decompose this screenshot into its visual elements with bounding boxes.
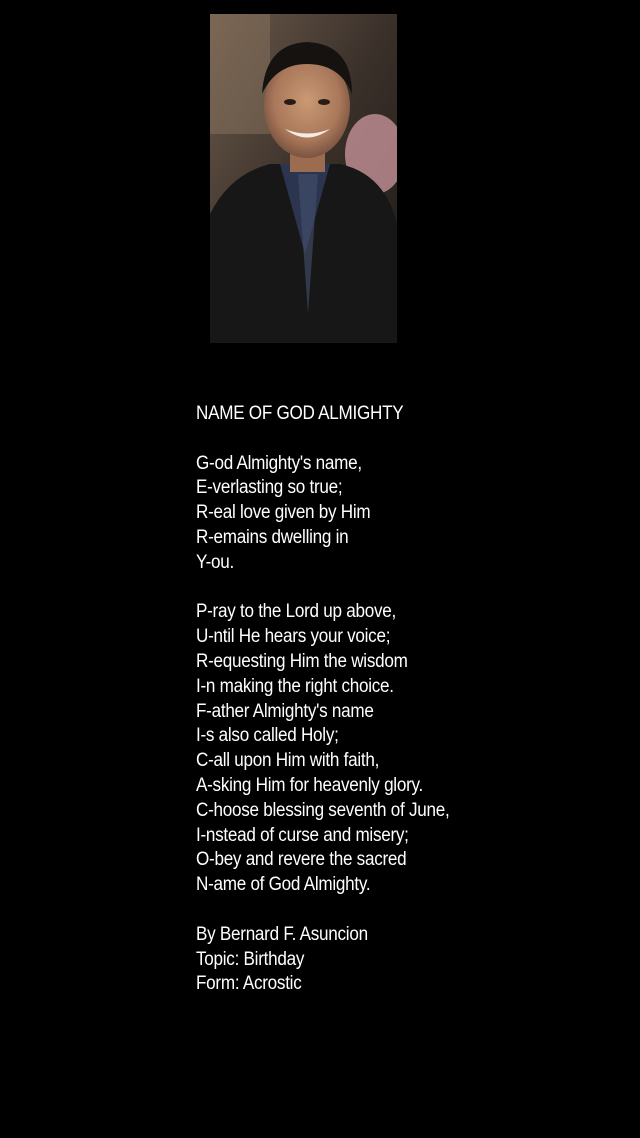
poem-line: R-equesting Him the wisdom [196, 650, 408, 672]
poem-line: C-hoose blessing seventh of June, [196, 799, 450, 821]
poem-line: G-od Almighty's name, [196, 452, 362, 474]
poem-topic: Topic: Birthday [196, 948, 305, 970]
poem-block [196, 402, 574, 997]
poem-form: Form: Acrostic [196, 973, 302, 995]
poem-line: N-ame of God Almighty. [196, 874, 371, 896]
stanza-gap [196, 427, 574, 452]
stanza-gap [196, 576, 574, 601]
poem-line: F-ather Almighty's name [196, 700, 374, 722]
poem-line: O-bey and revere the sacred [196, 849, 407, 871]
poem-line: R-emains dwelling in [196, 526, 349, 548]
poem-line: E-verlasting so true; [196, 477, 343, 499]
poem-line: I-n making the right choice. [196, 675, 394, 697]
poem-line: I-s also called Holy; [196, 725, 339, 747]
poem-line: P-ray to the Lord up above, [196, 601, 396, 623]
poem-line: Y-ou. [196, 551, 234, 573]
poem-line: A-sking Him for heavenly glory. [196, 774, 424, 796]
poem-author: By Bernard F. Asuncion [196, 923, 368, 945]
poem-title: NAME OF GOD ALMIGHTY [196, 403, 404, 424]
poem-line: R-eal love given by Him [196, 502, 371, 524]
author-portrait-photo [210, 14, 397, 343]
poem-line: U-ntil He hears your voice; [196, 626, 391, 648]
poem-line: C-all upon Him with faith, [196, 750, 380, 772]
poem-line: I-nstead of curse and misery; [196, 824, 409, 846]
stanza-gap [196, 898, 574, 923]
